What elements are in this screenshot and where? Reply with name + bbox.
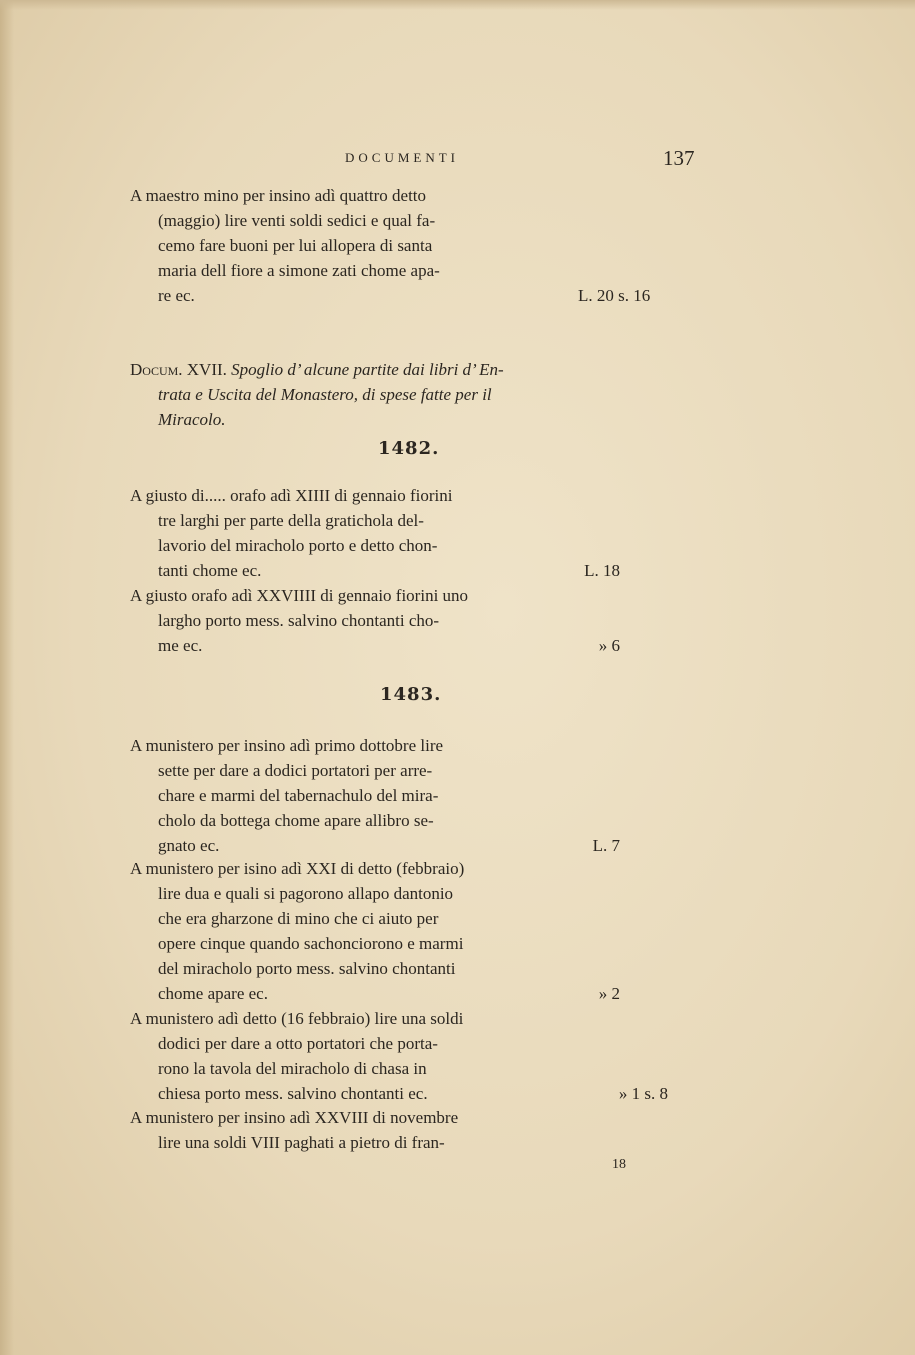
entry-munistero-4 <box>130 1105 610 1155</box>
entry-line-last <box>130 981 620 1006</box>
entry-text: chome apare ec. <box>158 984 268 1003</box>
entry-line: del miracholo porto mess. salvino chontanti <box>158 959 456 978</box>
entry-line: tre larghi per parte della gratichola del- <box>158 511 424 530</box>
document-heading <box>130 357 705 432</box>
entry-line-last <box>130 1081 668 1106</box>
entry-line: opere cinque quando sachonciorono e marmi <box>158 934 464 953</box>
entry-line: dodici per dare a otto portatori che porta- <box>158 1034 438 1053</box>
entry-amount: L. 7 <box>592 836 620 855</box>
docum-title-3: Miracolo. <box>158 410 226 429</box>
entry-text: re ec. <box>158 286 195 305</box>
page-edge-top <box>0 0 915 10</box>
entry-line-last <box>130 283 651 308</box>
year-heading-1483: 1483. <box>380 684 442 705</box>
printer-signature: 18 <box>612 1157 626 1172</box>
entry-amount: L. 18 <box>584 561 620 580</box>
entry-line: rono la tavola del miracholo di chasa in <box>158 1059 427 1078</box>
docum-title-1: Spoglio d’ alcune partite dai libri d’ En- <box>231 360 504 379</box>
entry-line: A giusto di..... orafo adì XIIII di gennaio fiorini <box>130 486 453 505</box>
entry-amount: » 2 <box>598 984 620 1003</box>
entry-text: chiesa porto mess. salvino chontanti ec. <box>158 1084 428 1103</box>
docum-line <box>130 357 705 382</box>
entry-line-last <box>130 558 620 583</box>
entry-line: A munistero per insino adì XXVIII di novembre <box>130 1108 459 1127</box>
docum-line <box>130 382 705 407</box>
entry-line: maria dell fiore a simone zati chome apa- <box>158 261 440 280</box>
entry-munistero-2 <box>130 856 620 1006</box>
entry-line: cemo fare buoni per lui allopera di santa <box>158 236 433 255</box>
entry-line: A munistero per insino adì primo dottobre lire <box>130 736 444 755</box>
entry-amount: L. 20 s. 16 <box>578 286 651 305</box>
entry-munistero-1 <box>130 733 620 858</box>
docum-title-2: trata e Uscita del Monastero, di spese fatte per il <box>158 385 492 404</box>
docum-line <box>130 407 705 432</box>
entry-munistero-3 <box>130 1006 668 1106</box>
entry-line: largho porto mess. salvino chontanti cho- <box>158 611 440 630</box>
entry-text: tanti chome ec. <box>158 561 262 580</box>
entry-line: chare e marmi del tabernachulo del mira- <box>158 786 439 805</box>
entry-line: lire dua e quali si pagorono allapo dantonio <box>158 884 454 903</box>
entry-amount: » 6 <box>598 636 620 655</box>
year-heading-1482: 1482. <box>378 438 440 459</box>
entry-maestro-mino <box>130 183 651 308</box>
entry-line: cholo da bottega chome apare allibro se- <box>158 811 434 830</box>
entry-line: lire una soldi VIII paghati a pietro di fran- <box>158 1133 445 1152</box>
entry-line: che era gharzone di mino che ci aiuto per <box>158 909 439 928</box>
entry-line-last <box>130 633 620 658</box>
entry-giusto-2 <box>130 583 620 658</box>
running-head: DOCUMENTI <box>345 150 459 165</box>
docum-label: Docum. XVII. <box>130 360 227 379</box>
entry-text: me ec. <box>158 636 203 655</box>
entry-line: lavorio del miracholo porto e detto chon- <box>158 536 438 555</box>
page-edge-left <box>0 0 14 1355</box>
entry-giusto-1 <box>130 483 620 583</box>
entry-line: sette per dare a dodici portatori per arre- <box>158 761 433 780</box>
entry-line: A munistero per isino adì XXI di detto (febbraio) <box>130 859 465 878</box>
entry-line: A maestro mino per insino adì quattro detto <box>130 186 427 205</box>
entry-text: gnato ec. <box>158 836 220 855</box>
entry-line: (maggio) lire venti soldi sedici e qual fa- <box>158 211 436 230</box>
entry-line: A giusto orafo adì XXVIIII di gennaio fiorini uno <box>130 586 469 605</box>
entry-amount: » 1 s. 8 <box>618 1084 668 1103</box>
entry-line-last <box>130 833 620 858</box>
page-number: 137 <box>663 146 695 170</box>
entry-line: A munistero adì detto (16 febbraio) lire una soldi <box>130 1009 464 1028</box>
